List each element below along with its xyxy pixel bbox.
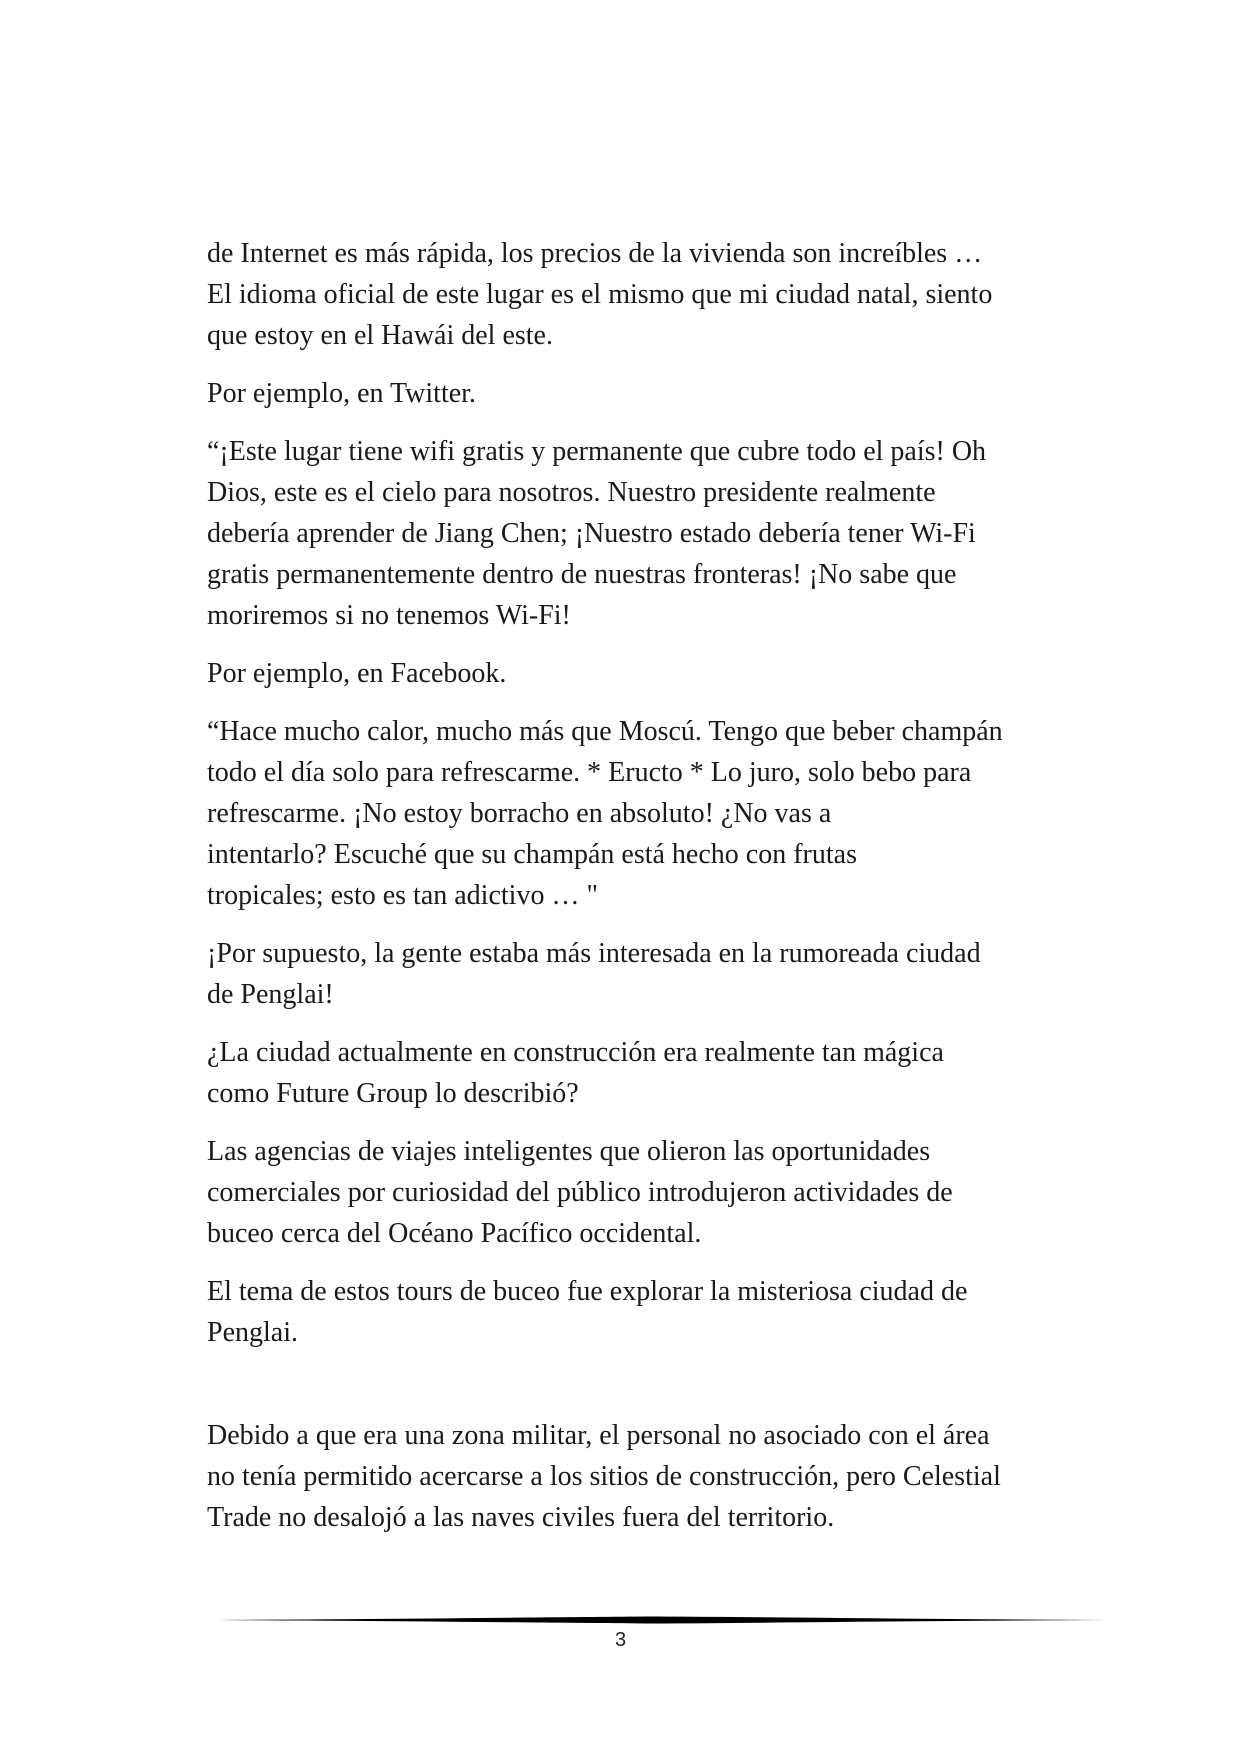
paragraph-9: El tema de estos tours de buceo fue explorar la misteriosa ciudad de Penglai. <box>207 1276 968 1348</box>
paragraph-4: Por ejemplo, en Facebook. <box>207 658 507 689</box>
paragraph-6: ¡Por supuesto, la gente estaba más interesada en la rumoreada ciudad de Penglai! <box>207 938 981 1010</box>
paragraph-8: Las agencias de viajes inteligentes que olieron las oportunidades comerciales por curiosidad del público introdujeron actividades de buceo cerca del Océano Pacífico occidental. <box>207 1136 953 1249</box>
paragraph-1: de Internet es más rápida, los precios de la vivienda son increíbles … El idioma oficial de este lugar es el mismo que mi ciudad natal, siento que estoy en el Hawái del este. <box>207 238 993 351</box>
page-number: 3 <box>614 1629 627 1651</box>
footer-divider <box>207 1614 1107 1626</box>
paragraph-5: “Hace mucho calor, mucho más que Moscú. Tengo que beber champán todo el día solo para refrescarme. * Eructo * Lo juro, solo bebo para refrescarme. ¡No estoy borracho en absoluto! ¿No vas a intentarlo? Escuché que su champán está hecho con frutas tropicales; esto es tan adictivo … " <box>207 716 1003 911</box>
paragraph-7: ¿La ciudad actualmente en construcción era realmente tan mágica como Future Group lo describió? <box>207 1037 944 1109</box>
footer-divider-stroke <box>207 1617 1107 1624</box>
paragraph-3: “¡Este lugar tiene wifi gratis y permanente que cubre todo el país! Oh Dios, este es el cielo para nosotros. Nuestro presidente realmente debería aprender de Jiang Chen; ¡Nuestro estado debería tener Wi-Fi gratis permanentemente dentro de nuestras fronteras! ¡No sabe que moriremos si no tenemos Wi-Fi! <box>207 436 987 631</box>
paragraph-2: Por ejemplo, en Twitter. <box>207 378 476 409</box>
body-text <box>207 233 1077 1555</box>
paragraph-10: Debido a que era una zona militar, el personal no asociado con el área no tenía permitido acercarse a los sitios de construcción, pero Celestial Trade no desalojó a las naves civiles fuera del territorio. <box>207 1420 1001 1533</box>
